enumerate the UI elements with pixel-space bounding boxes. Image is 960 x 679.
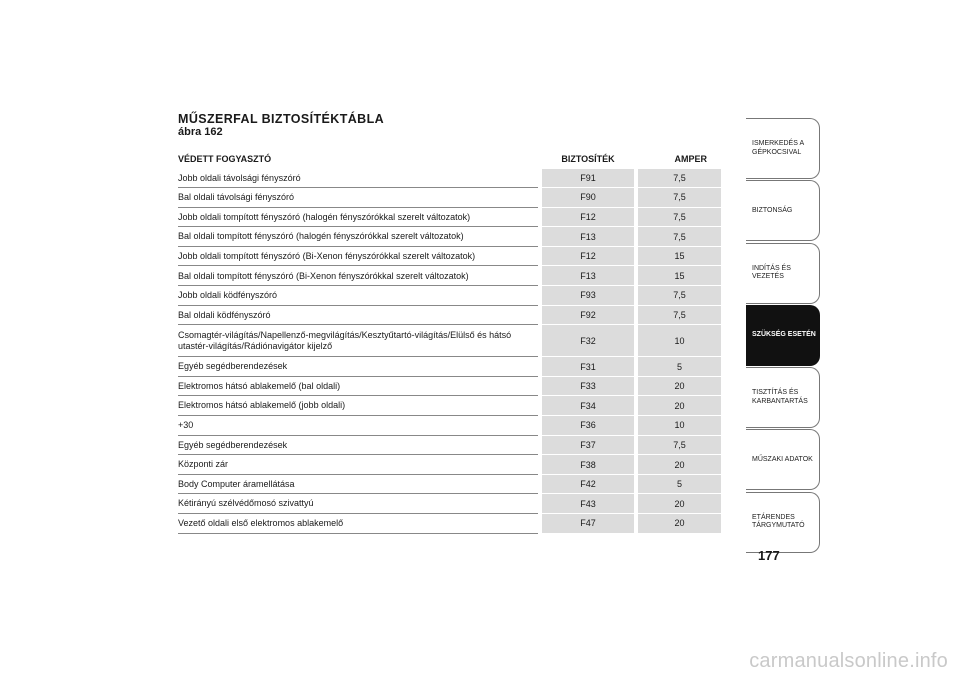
amp-cell: 7,5 — [636, 435, 721, 455]
page-title: MŰSZERFAL BIZTOSÍTÉKTÁBLA — [178, 112, 385, 126]
table-row — [178, 286, 721, 306]
consumer-cell: Body Computer áramellátása — [178, 474, 540, 494]
chapter-tab-label: TISZTÍTÁS ÉS KARBANTARTÁS — [752, 389, 808, 405]
fuse-cell: F12 — [540, 207, 636, 227]
consumer-cell: Jobb oldali ködfényszóró — [178, 286, 540, 306]
amp-cell: 5 — [636, 357, 721, 377]
amp-cell: 7,5 — [636, 207, 721, 227]
chapter-tab-label: ETÁRENDES TÁRGYMUTATÓ — [752, 513, 805, 530]
chapter-tab-label: MŰSZAKI ADATOK — [752, 455, 813, 463]
chapter-tab-label: ISMERKEDÉS A GÉPKOCSIVAL — [752, 140, 804, 156]
chapter-tab-label: INDÍTÁS ÉS VEZETÉS — [752, 264, 791, 281]
consumer-cell: Jobb oldali tompított fényszóró (halogén fényszórókkal szerelt változatok) — [178, 207, 540, 227]
amp-cell: 7,5 — [636, 286, 721, 306]
table-row — [178, 168, 721, 188]
consumer-cell: Bal oldali tompított fényszóró (halogén fényszórókkal szerelt változatok) — [178, 227, 540, 247]
consumer-cell: +30 — [178, 416, 540, 436]
fuse-cell: F13 — [540, 266, 636, 286]
table-row — [178, 514, 721, 534]
chapter-tab[interactable] — [746, 305, 820, 366]
amp-cell: 5 — [636, 474, 721, 494]
amp-cell: 20 — [636, 494, 721, 514]
amp-cell: 7,5 — [636, 188, 721, 208]
chapter-tab[interactable] — [746, 180, 820, 241]
table-header-row — [178, 150, 721, 168]
fuse-cell: F38 — [540, 455, 636, 475]
table-row — [178, 305, 721, 325]
consumer-cell: Bal oldali távolsági fényszóró — [178, 188, 540, 208]
amp-cell: 7,5 — [636, 305, 721, 325]
chapter-tab[interactable] — [746, 492, 820, 553]
table-row — [178, 455, 721, 475]
amp-cell: 20 — [636, 396, 721, 416]
fuse-cell: F12 — [540, 246, 636, 266]
header-fuse: BIZTOSÍTÉK — [540, 150, 636, 168]
header-amp: AMPER — [636, 150, 721, 168]
consumer-cell: Jobb oldali tompított fényszóró (Bi-Xenon fényszórókkal szerelt változatok) — [178, 246, 540, 266]
fuse-cell: F37 — [540, 435, 636, 455]
consumer-cell: Kétirányú szélvédőmosó szivattyú — [178, 494, 540, 514]
amp-cell: 7,5 — [636, 227, 721, 247]
consumer-cell: Bal oldali ködfényszóró — [178, 305, 540, 325]
table-row — [178, 357, 721, 377]
fuse-cell: F13 — [540, 227, 636, 247]
table-row — [178, 266, 721, 286]
chapter-tab[interactable] — [746, 118, 820, 179]
consumer-cell: Csomagtér-világítás/Napellenző-megvilágítás/Kesztyűtartó-világítás/Elülső és hátsó utastér-világítás/Rádiónavigátor kijelző — [178, 325, 540, 357]
consumer-cell: Egyéb segédberendezések — [178, 357, 540, 377]
chapter-tab-label: BIZTONSÁG — [752, 206, 793, 214]
amp-cell: 7,5 — [636, 168, 721, 188]
fuse-cell: F47 — [540, 514, 636, 534]
chapter-tab[interactable] — [746, 367, 820, 428]
chapter-tab[interactable] — [746, 243, 820, 304]
fuse-cell: F92 — [540, 305, 636, 325]
amp-cell: 20 — [636, 376, 721, 396]
fuse-cell: F42 — [540, 474, 636, 494]
fuse-table — [178, 150, 721, 534]
consumer-cell: Bal oldali tompított fényszóró (Bi-Xenon fényszórókkal szerelt változatok) — [178, 266, 540, 286]
consumer-cell: Központi zár — [178, 455, 540, 475]
fuse-cell: F43 — [540, 494, 636, 514]
table-row — [178, 474, 721, 494]
fuse-cell: F34 — [540, 396, 636, 416]
title-block — [178, 112, 384, 139]
chapter-tab[interactable] — [746, 429, 820, 490]
page-number: 177 — [758, 548, 780, 563]
consumer-cell: Elektromos hátsó ablakemelő (bal oldali) — [178, 376, 540, 396]
amp-cell: 20 — [636, 514, 721, 534]
consumer-cell: Egyéb segédberendezések — [178, 435, 540, 455]
table-row — [178, 188, 721, 208]
table-body — [178, 168, 721, 533]
fuse-cell: F36 — [540, 416, 636, 436]
amp-cell: 20 — [636, 455, 721, 475]
header-consumer: VÉDETT FOGYASZTÓ — [178, 150, 540, 168]
table-row — [178, 325, 721, 357]
fuse-cell: F33 — [540, 376, 636, 396]
table-row — [178, 435, 721, 455]
consumer-cell: Jobb oldali távolsági fényszóró — [178, 168, 540, 188]
table-row — [178, 227, 721, 247]
amp-cell: 15 — [636, 246, 721, 266]
amp-cell: 10 — [636, 325, 721, 357]
chapter-tabs — [746, 118, 820, 554]
table-row — [178, 207, 721, 227]
fuse-cell: F31 — [540, 357, 636, 377]
table-row — [178, 376, 721, 396]
table-row — [178, 416, 721, 436]
fuse-cell: F91 — [540, 168, 636, 188]
fuse-cell: F32 — [540, 325, 636, 357]
table-row — [178, 396, 721, 416]
amp-cell: 15 — [636, 266, 721, 286]
chapter-tab-label: SZÜKSÉG ESETÉN — [752, 331, 816, 339]
fuse-cell: F90 — [540, 188, 636, 208]
consumer-cell: Vezető oldali első elektromos ablakemelő — [178, 514, 540, 534]
figure-reference: ábra 162 — [178, 126, 223, 138]
amp-cell: 10 — [636, 416, 721, 436]
fuse-cell: F93 — [540, 286, 636, 306]
consumer-cell: Elektromos hátsó ablakemelő (jobb oldali) — [178, 396, 540, 416]
table-row — [178, 494, 721, 514]
table-row — [178, 246, 721, 266]
watermark: carmanualsonline.info — [749, 650, 948, 672]
